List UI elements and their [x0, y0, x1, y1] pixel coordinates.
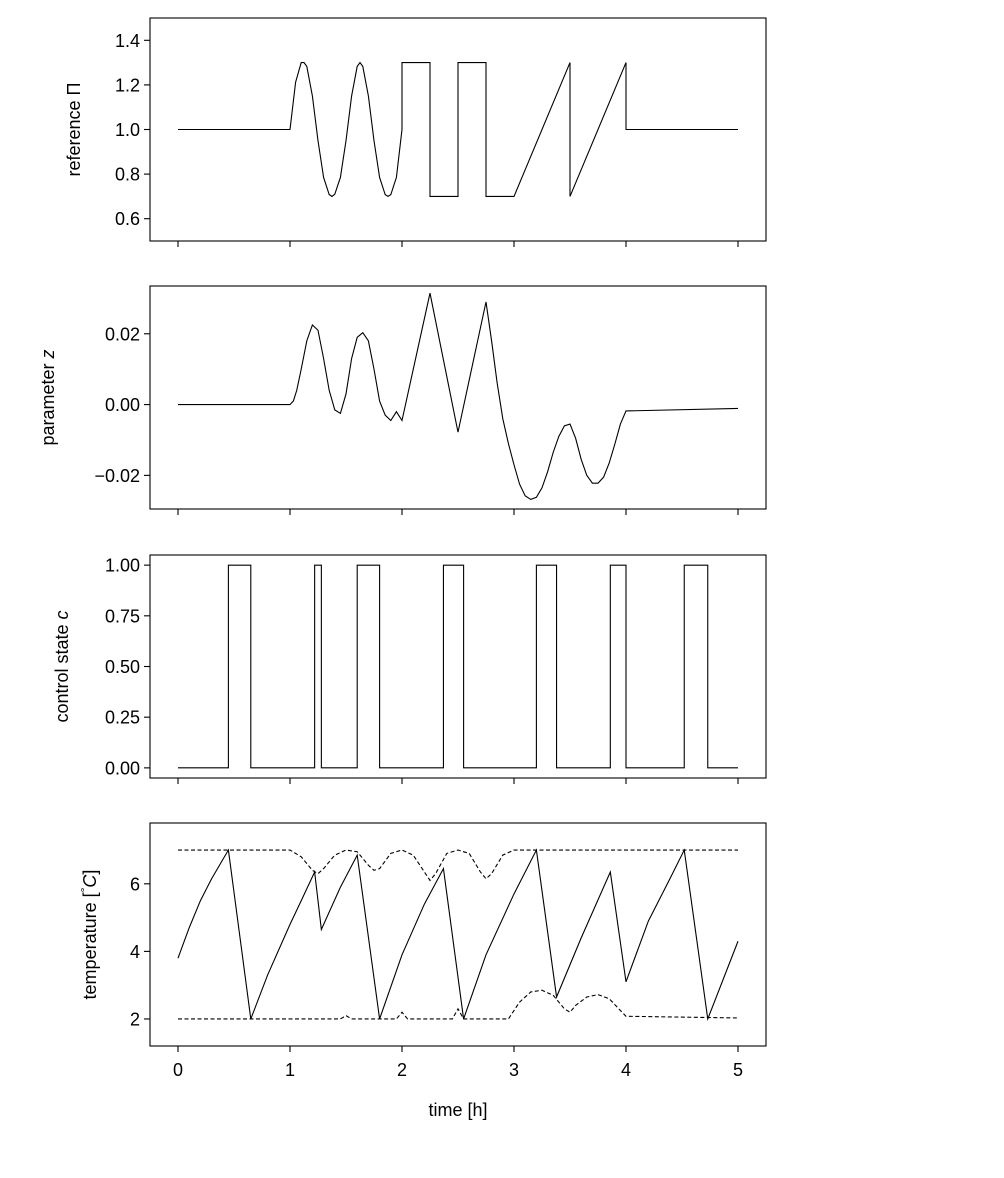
series-line-4-1: [178, 850, 738, 1019]
y-tick-label: −0.02: [94, 465, 140, 486]
y-axis-label-part: temperature [: [80, 892, 100, 1000]
axes-frame: [150, 286, 766, 509]
series-line-3-1: [178, 565, 738, 768]
subplot-2: [38, 286, 766, 515]
subplot-1: [64, 18, 766, 247]
x-tick-label: 4: [620, 1060, 632, 1080]
y-axis-label: [38, 349, 58, 445]
y-tick-label: 0.02: [104, 324, 140, 345]
series-line-1-1: [178, 63, 738, 197]
series-line-4-3: [178, 990, 738, 1019]
y-axis-label-text: parameter: [38, 358, 58, 446]
y-tick-label: 0.25: [104, 707, 140, 728]
y-tick-label: 1.00: [104, 555, 140, 576]
y-tick-label: 6: [129, 874, 140, 895]
y-tick-label: 1.0: [114, 120, 140, 140]
y-tick-label: 0.00: [104, 758, 140, 779]
series-line-4-2: [178, 850, 738, 880]
x-tick-label: 5: [732, 1060, 744, 1080]
y-axis-label-part: C: [80, 874, 100, 888]
y-tick-label: 0.50: [104, 657, 140, 677]
x-tick-label: 0: [172, 1060, 184, 1080]
y-axis-label: reference Π: [64, 82, 84, 177]
axes-frame: [150, 823, 766, 1046]
series-line-2-1: [178, 293, 738, 499]
y-tick-label: 2: [129, 1009, 140, 1030]
y-axis-label-variable: c: [52, 610, 72, 620]
y-tick-label: 1.4: [114, 30, 140, 51]
y-tick-label: 0.75: [104, 606, 140, 627]
y-tick-label: 0.8: [114, 164, 140, 185]
x-tick-label: 2: [396, 1060, 408, 1080]
y-tick-label: 0.00: [104, 395, 140, 416]
subplot-4: [78, 823, 766, 1120]
x-tick-label: 3: [508, 1060, 520, 1080]
y-axis-label-part: °: [78, 887, 92, 893]
y-tick-label: 1.2: [114, 75, 140, 96]
y-axis-label: [78, 870, 100, 1000]
y-axis-label: [52, 610, 72, 722]
y-axis-label-text: control state: [52, 619, 72, 723]
axes-frame: [150, 555, 766, 778]
y-axis-label-variable: z: [38, 349, 58, 359]
y-tick-label: 0.6: [114, 209, 140, 230]
x-tick-label: 1: [284, 1060, 296, 1080]
y-axis-label-part: ]: [80, 869, 100, 875]
subplot-3: [52, 555, 766, 784]
x-axis-label: time [h]: [428, 1100, 488, 1120]
y-tick-label: 4: [129, 941, 140, 962]
